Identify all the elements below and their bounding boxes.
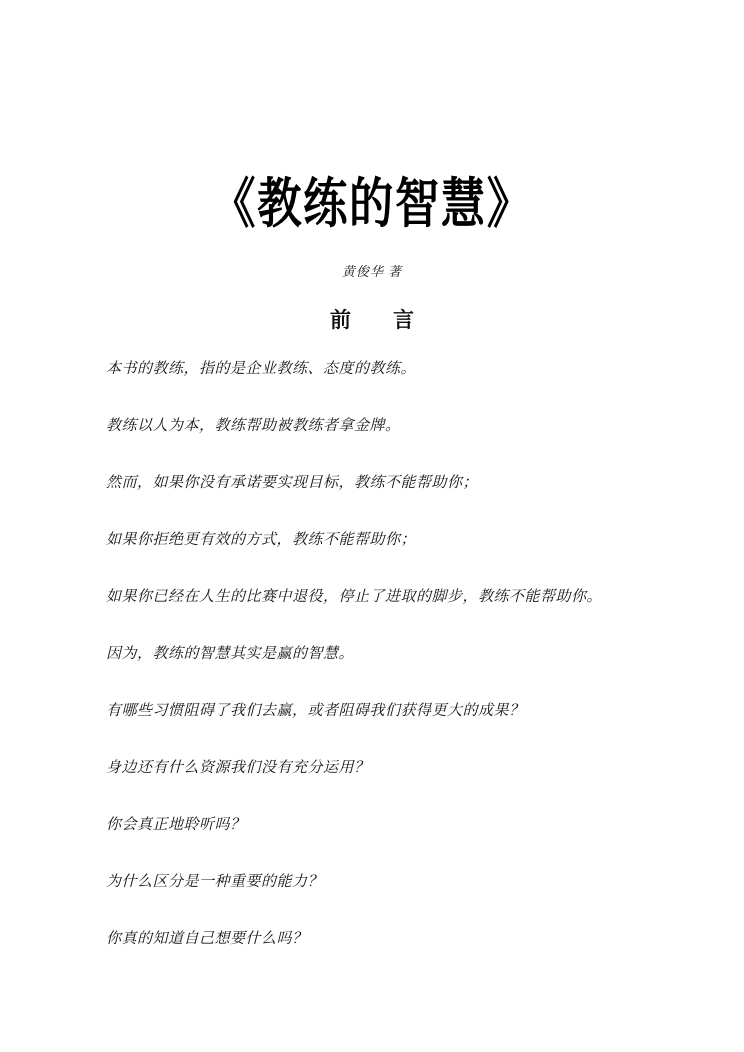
paragraph: 为什么区分是一种重要的能力？ — [106, 874, 324, 890]
section-heading-preface: 前 言 — [330, 308, 414, 332]
paragraph: 身边还有什么资源我们没有充分运用？ — [106, 760, 370, 776]
paragraph: 然而，如果你没有承诺要实现目标，教练不能帮助你； — [106, 475, 479, 491]
paragraph: 如果你拒绝更有效的方式，教练不能帮助你； — [106, 532, 417, 548]
preface-body — [106, 362, 651, 989]
paragraph: 有哪些习惯阻碍了我们去赢，或者阻碍我们获得更大的成果？ — [106, 703, 525, 719]
paragraph: 你会真正地聆听吗？ — [106, 817, 246, 833]
author-line: 黄俊华 著 — [341, 264, 403, 279]
paragraph: 本书的教练，指的是企业教练、态度的教练。 — [106, 361, 417, 377]
paragraph: 因为，教练的智慧其实是赢的智慧。 — [106, 646, 355, 662]
paragraph: 你真的知道自己想要什么吗？ — [106, 931, 308, 947]
paragraph: 如果你已经在人生的比赛中退役，停止了进取的脚步，教练不能帮助你。 — [106, 589, 603, 605]
paragraph: 教练以人为本，教练帮助被教练者拿金牌。 — [106, 418, 401, 434]
book-title: 《教练的智慧》 — [211, 174, 533, 234]
